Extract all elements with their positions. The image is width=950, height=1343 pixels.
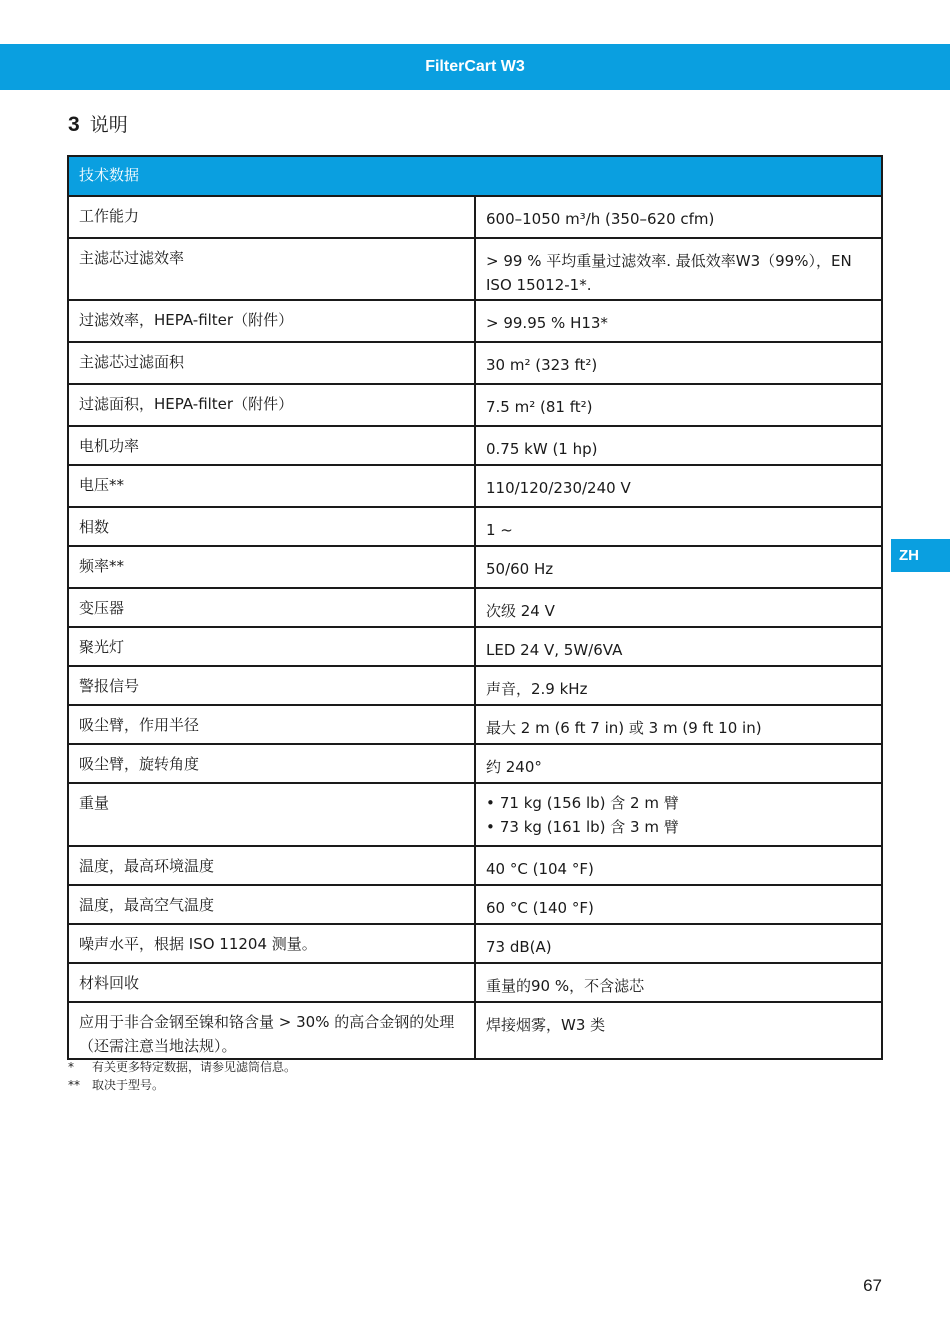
spec-label: 工作能力 (68, 196, 475, 238)
header-bar (0, 44, 950, 90)
spec-value-cell (475, 300, 882, 342)
spec-value: 次级 24 V (486, 602, 555, 620)
spec-value-cell (475, 1002, 882, 1059)
table-row (68, 342, 882, 384)
page-number: 67 (863, 1276, 882, 1295)
spec-value: > 99 % 平均重量过滤效率. 最低效率W3（99%），EN ISO 15012-1*. (486, 252, 852, 294)
footnote-text: 有关更多特定数据，请参见滤筒信息。 (92, 1060, 297, 1074)
spec-value: 30 m² (323 ft²) (486, 356, 598, 374)
table-row (68, 963, 882, 1002)
spec-label: 吸尘臂，旋转角度 (68, 744, 475, 783)
table-body (68, 196, 882, 1059)
spec-value-cell (475, 666, 882, 705)
spec-value: 约 240° (486, 758, 542, 776)
spec-label: 重量 (68, 783, 475, 846)
spec-label: 相数 (68, 507, 475, 546)
section-number: 3 (68, 113, 80, 136)
table-row (68, 744, 882, 783)
table-row (68, 627, 882, 666)
spec-value-cell (475, 465, 882, 507)
spec-value: 50/60 Hz (486, 560, 554, 578)
spec-label: 主滤芯过滤面积 (68, 342, 475, 384)
spec-value-cell (475, 384, 882, 426)
footnote (68, 1076, 296, 1094)
table-row (68, 196, 882, 238)
spec-value-cell (475, 705, 882, 744)
spec-value-cell (475, 546, 882, 588)
document-title: FilterCart W3 (425, 58, 525, 75)
spec-label: 频率** (68, 546, 475, 588)
spec-value: 73 dB(A) (486, 938, 552, 956)
language-tab (891, 539, 950, 572)
table-row (68, 426, 882, 465)
table-row (68, 783, 882, 846)
table-row (68, 924, 882, 963)
spec-value-cell (475, 238, 882, 300)
footnote-text: 取决于型号。 (92, 1078, 165, 1092)
spec-value: 重量的90 %，不含滤芯 (486, 977, 645, 995)
table-header: 技术数据 (68, 156, 882, 196)
spec-label: 温度，最高环境温度 (68, 846, 475, 885)
spec-label: 主滤芯过滤效率 (68, 238, 475, 300)
spec-label: 噪声水平，根据 ISO 11204 测量。 (68, 924, 475, 963)
spec-label: 变压器 (68, 588, 475, 627)
spec-value-cell (475, 744, 882, 783)
spec-label: 过滤效率，HEPA-filter（附件） (68, 300, 475, 342)
spec-value-cell (475, 846, 882, 885)
spec-label: 聚光灯 (68, 627, 475, 666)
spec-label: 电压** (68, 465, 475, 507)
spec-label: 电机功率 (68, 426, 475, 465)
spec-value-cell (475, 627, 882, 666)
spec-label: 过滤面积，HEPA-filter（附件） (68, 384, 475, 426)
table-header-row (68, 156, 882, 196)
section-title: 说明 (89, 114, 128, 136)
table-row (68, 507, 882, 546)
spec-value-cell (475, 885, 882, 924)
spec-value-cell (475, 924, 882, 963)
footnotes (68, 1058, 296, 1094)
language-tab-label: ZH (899, 547, 919, 564)
table-row (68, 384, 882, 426)
spec-value: 110/120/230/240 V (486, 479, 631, 497)
spec-value: > 99.95 % H13* (486, 314, 608, 332)
spec-value-cell (475, 196, 882, 238)
spec-value-list (486, 791, 871, 839)
table-row (68, 300, 882, 342)
spec-label: 吸尘臂，作用半径 (68, 705, 475, 744)
technical-data-table (67, 155, 883, 1060)
table-row (68, 1002, 882, 1059)
spec-value: 600–1050 m³/h (350–620 cfm) (486, 210, 715, 228)
spec-value: 最大 2 m (6 ft 7 in) 或 3 m (9 ft 10 in) (486, 719, 762, 737)
spec-value: LED 24 V, 5W/6VA (486, 641, 623, 659)
spec-value: 声音，2.9 kHz (486, 680, 588, 698)
spec-value: 1 ~ (486, 521, 513, 539)
table-row (68, 465, 882, 507)
spec-value-cell (475, 342, 882, 384)
spec-value: 7.5 m² (81 ft²) (486, 398, 593, 416)
footnote-mark: ** (68, 1078, 80, 1092)
spec-value: 60 °C (140 °F) (486, 899, 594, 917)
table-row (68, 885, 882, 924)
spec-value-cell (475, 426, 882, 465)
spec-value-item: • 71 kg (156 lb) 含 2 m 臂 (486, 791, 871, 815)
footnote (68, 1058, 296, 1076)
table-row (68, 238, 882, 300)
spec-label: 应用于非合金钢至镍和铬含量 > 30% 的高合金钢的处理（还需注意当地法规）。 (68, 1002, 475, 1059)
spec-value: 40 °C (104 °F) (486, 860, 594, 878)
table-row (68, 846, 882, 885)
footnote-mark: * (68, 1060, 74, 1074)
spec-label: 温度，最高空气温度 (68, 885, 475, 924)
table-row (68, 588, 882, 627)
spec-value-cell (475, 588, 882, 627)
table-row (68, 705, 882, 744)
spec-label: 材料回收 (68, 963, 475, 1002)
spec-value: 焊接烟雾，W3 类 (486, 1016, 606, 1034)
section-heading (68, 110, 128, 137)
table-row (68, 666, 882, 705)
spec-value: 0.75 kW (1 hp) (486, 440, 598, 458)
spec-value-cell (475, 507, 882, 546)
spec-value-item: • 73 kg (161 lb) 含 3 m 臂 (486, 815, 871, 839)
spec-value-cell (475, 783, 882, 846)
spec-label: 警报信号 (68, 666, 475, 705)
spec-value-cell (475, 963, 882, 1002)
table-row (68, 546, 882, 588)
